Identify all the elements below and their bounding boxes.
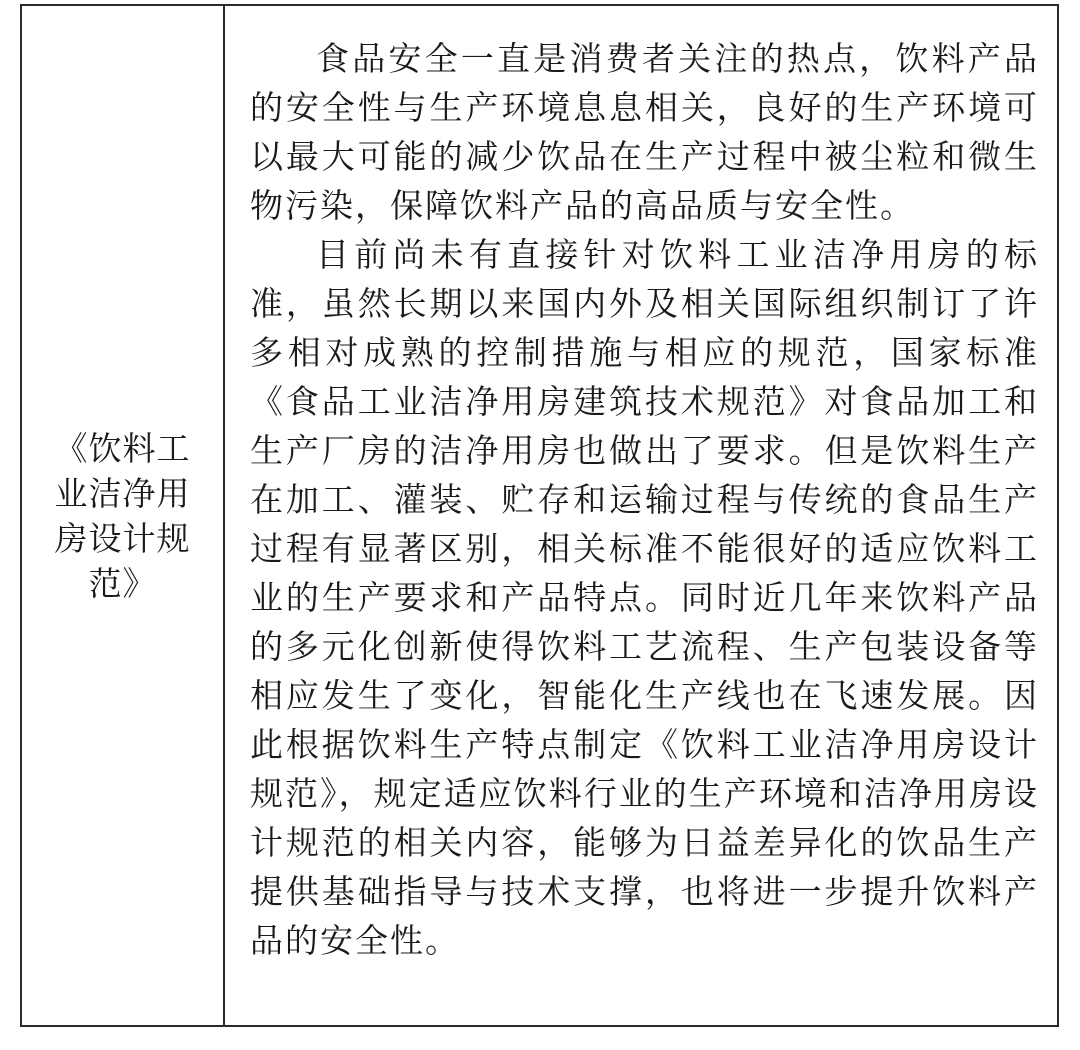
description-paragraph-1: 食品安全一直是消费者关注的热点，饮料产品的安全性与生产环境息息相关，良好的生产环境可以最大可能的减少饮品在生产过程中被尘粒和微生物污染，保障饮料产品的高品质与安全性。 [250, 39, 1039, 225]
standard-description-cell [225, 6, 1057, 1025]
description-paragraph-2: 目前尚未有直接针对饮料工业洁净用房的标准，虽然长期以来国内外及相关国际组织制订了许多相对成熟的控制措施与相应的规范，国家标准《食品工业洁净用房建筑技术规范》对食品加工和生产厂房的洁净用房也做出了要求。但是饮料生产在加工、灌装、贮存和运输过程与传统的食品生产过程有显著区别，相关标准不能很好的适应饮料工业的生产要求和产品特点。同时近几年来饮料产品的多元化创新使得饮料工艺流程、生产包装设备等相应发生了变化，智能化生产线也在飞速发展。因此根据饮料生产特点制定《饮料工业洁净用房设计规范》，规定适应饮料行业的生产环境和洁净用房设计规范的相关内容，能够为日益差异化的饮品生产提供基础指导与技术支撑，也将进一步提升饮料产品的安全性。 [250, 235, 1039, 960]
standard-name: 《饮料工业洁净用房设计规范》 [54, 428, 191, 603]
standard-table [20, 4, 1059, 1027]
standard-name-cell [22, 6, 225, 1025]
